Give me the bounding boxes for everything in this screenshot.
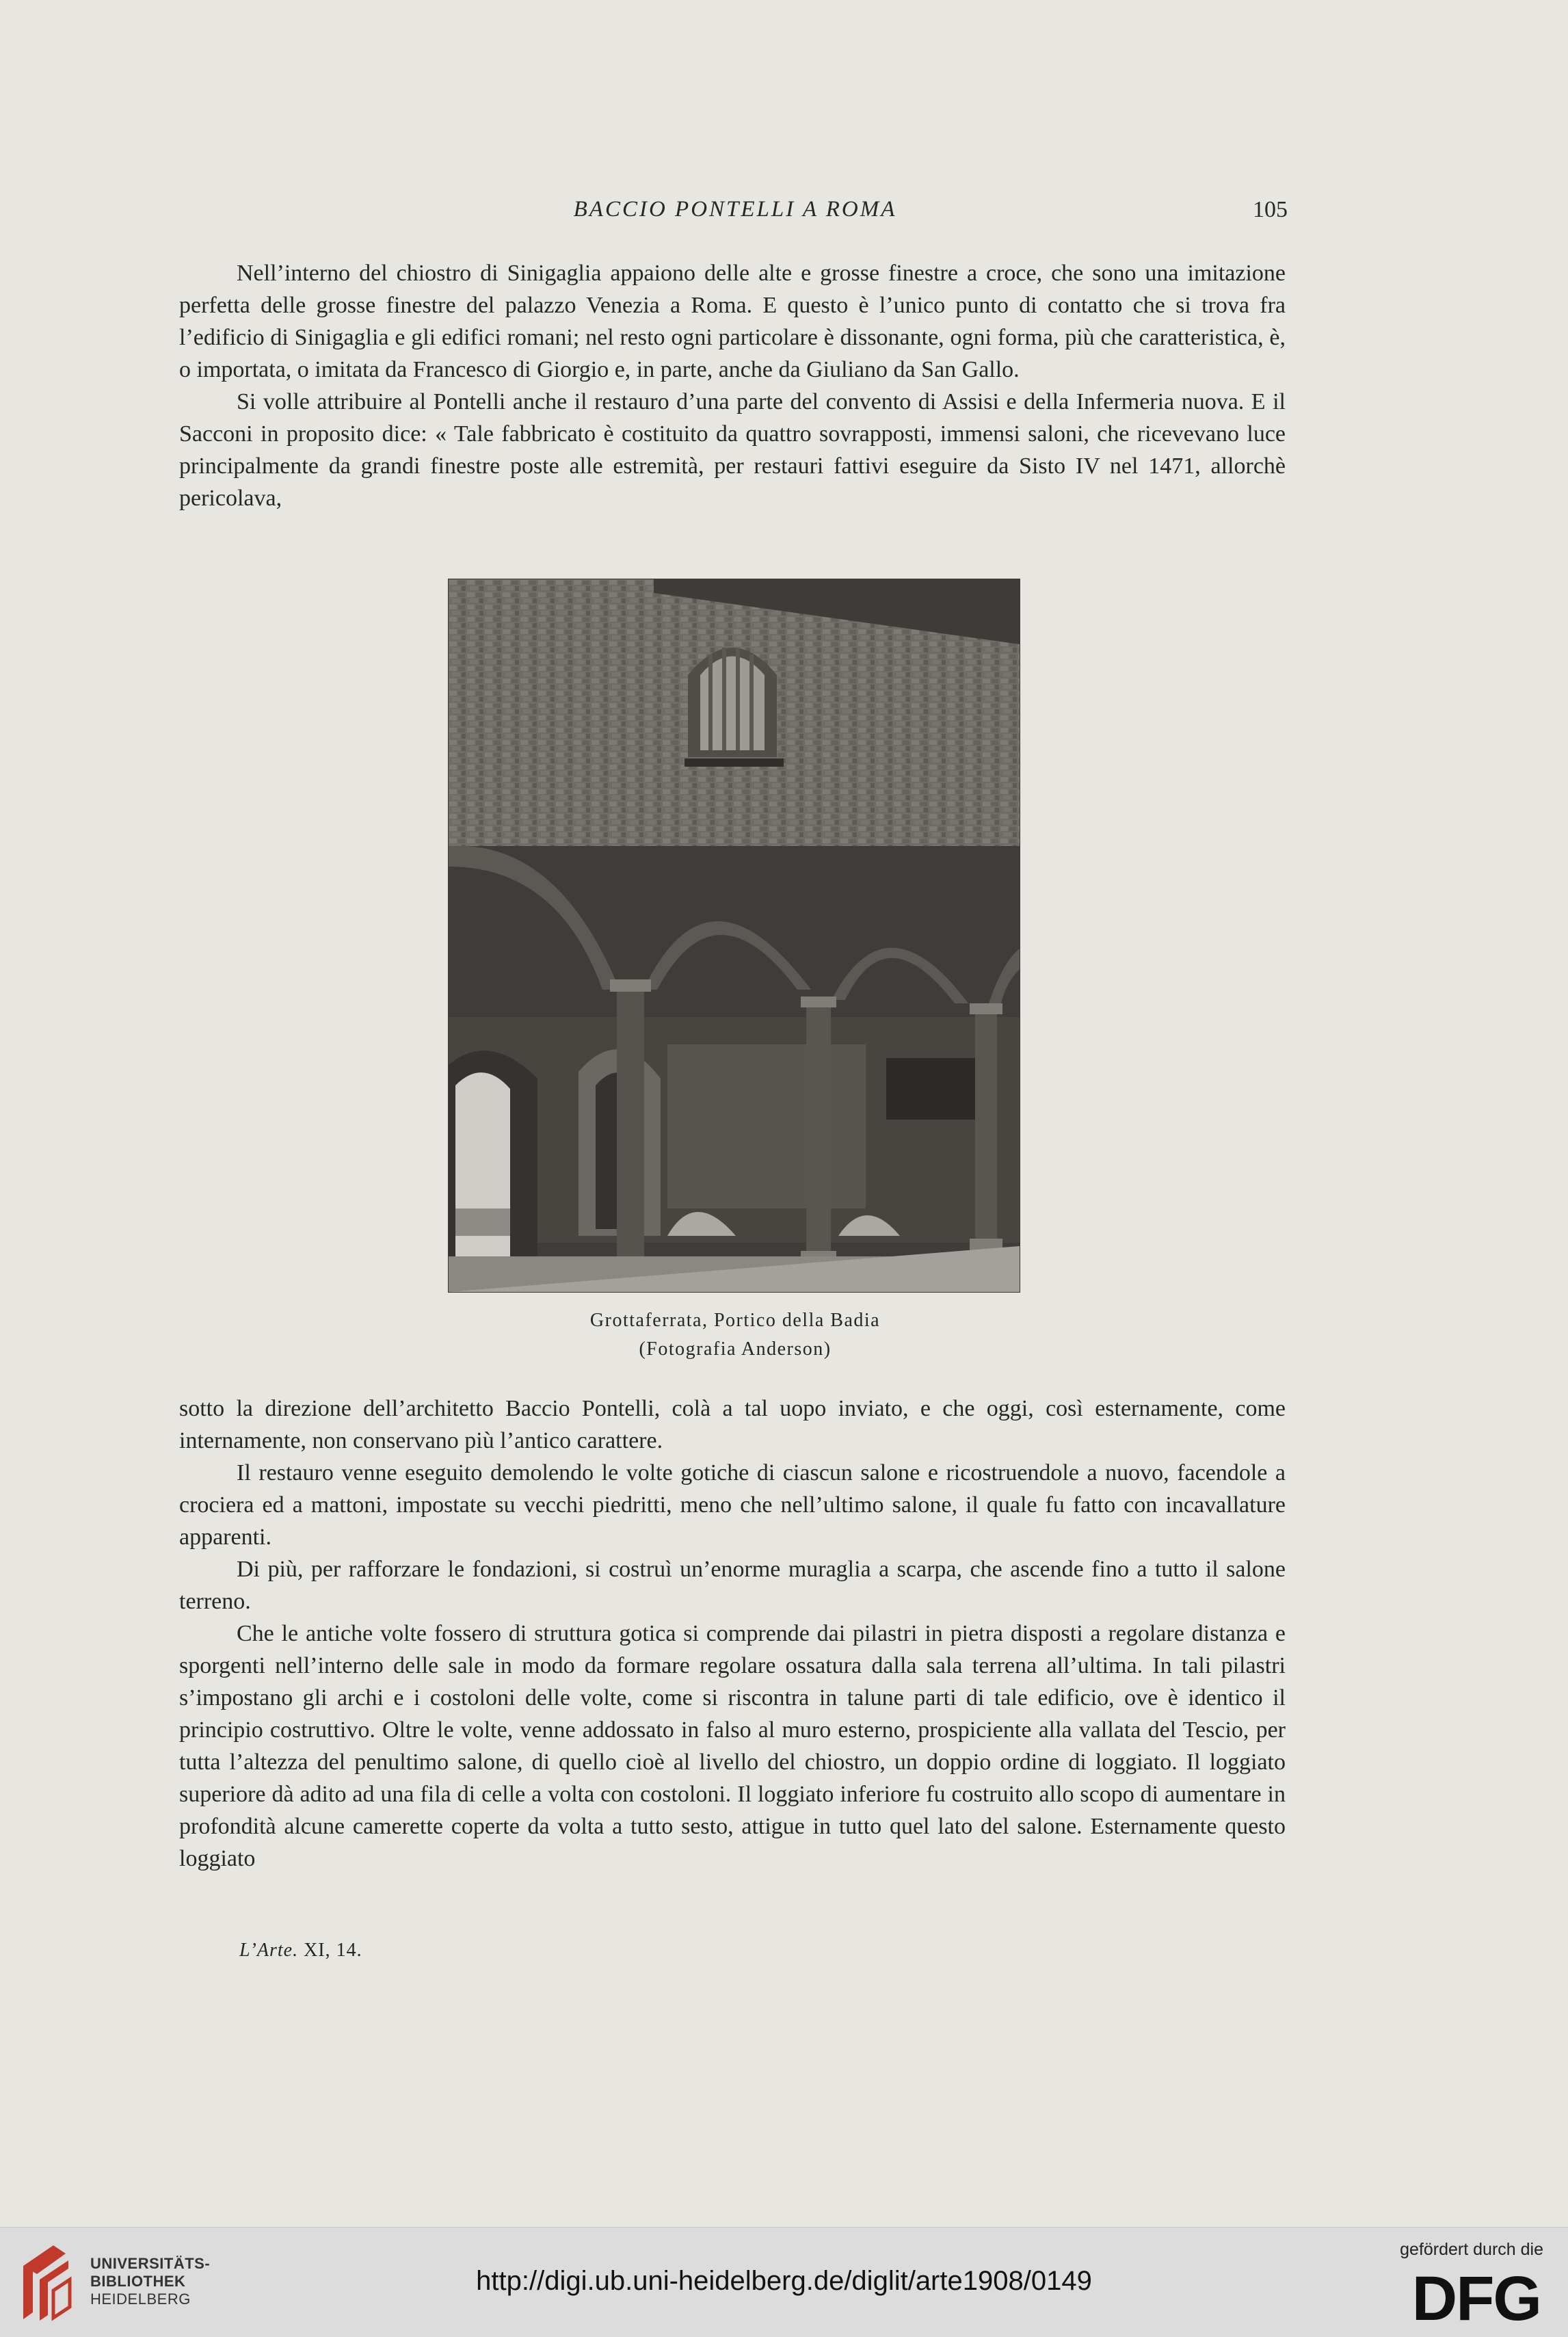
page-number: 105 [1253,197,1288,222]
running-title: BACCIO PONTELLI A ROMA [573,197,897,222]
library-name-line: UNIVERSITÄTS- [90,2255,211,2272]
permalink-url[interactable]: http://digi.ub.uni-heidelberg.de/diglit/arte1908/0149 [476,2266,1092,2296]
figure-credit: (Fotografia Anderson) [639,1338,832,1360]
digitization-footer [0,2227,1568,2337]
signature-mark [239,1940,362,1962]
portico-photograph [448,579,1020,1293]
text-block-top [179,257,1286,514]
journal-title: L’Arte. [239,1940,299,1961]
paragraph: Il restauro venne eseguito demolendo le volte gotiche di ciascun salone e ricostruendole a nuovo, facendole a crociera ed a mattoni, impostate su vecchi piedritti, meno che nell’ultimo salone, il quale fu fatto con incavallature apparenti. [179,1460,1286,1550]
library-name-line: BIBLIOTHEK [90,2273,186,2290]
paragraph: Si volle attribuire al Pontelli anche il restauro d’una parte del convento di Assisi e della Infermeria nuova. E il Sacconi in proposito dice: « Tale fabbricato è costituito da quattro sovrapposti, immensi saloni, che ricevevano luce principalmente da grandi finestre poste alle estremità, per restauri fattivi eseguire da Sisto IV nel 1471, allorchè pericolava, [179,389,1286,511]
portico-image [449,579,1020,1292]
funding-caption: gefördert durch die [1400,2240,1543,2259]
paragraph: sotto la direzione dell’architetto Baccio Pontelli, colà a tal uopo inviato, e che oggi, così esternamente, come internamente, non conservano più l’antico carattere. [179,1396,1286,1453]
dfg-logo: DFG [1411,2264,1541,2334]
paragraph: Che le antiche volte fossero di struttura gotica si comprende dai pilastri in pietra disposti a regolare distanza e sporgenti nell’interno delle sale in modo da formare regolare ossatura dalla sala terrena all’ultima. In tali pilastri s’impostano gli archi e i costoloni delle volte, come si riscontra in talune parti di tale edificio, ove è identico il principio costruttivo. Oltre le volte, venne addossato in falso al muro esterno, prospiciente alla vallata del Tescio, per tutta l’altezza del penultimo salone, di quello cioè al livello del chiostro, un doppio ordine di loggiato. Il loggiato superiore dà adito ad una fila di celle a volta con costoloni. Il loggiato inferiore fu costruito allo scopo di aumentare in profondità alcune camerette coperte da volta a tutto sesto, attigue in tutto quel lato del salone. Esternamente questo loggiato [179,1621,1286,1871]
library-name-line: HEIDELBERG [90,2290,191,2308]
paragraph: Nell’interno del chiostro di Sinigaglia appaiono delle alte e grosse finestre a croce, che sono una imitazione perfetta delle grosse finestre del palazzo Venezia a Roma. E questo è l’unico punto di contatto che si trova fra l’edificio di Sinigaglia e gli edifici romani; nel resto ogni particolare è dissonante, ogni forma, più che caratteristica, è, o importata, o imitata da Francesco di Giorgio e, in parte, anche da Giuliano da San Gallo. [179,261,1286,382]
paragraph: Di più, per rafforzare le fondazioni, si costruì un’enorme muraglia a scarpa, che ascende fino a tutto il salone terreno. [179,1557,1286,1614]
text-block-bottom [179,1392,1286,1875]
figure-caption: Grottaferrata, Portico della Badia [589,1310,881,1331]
volume-sheet: XI, 14. [304,1940,362,1961]
